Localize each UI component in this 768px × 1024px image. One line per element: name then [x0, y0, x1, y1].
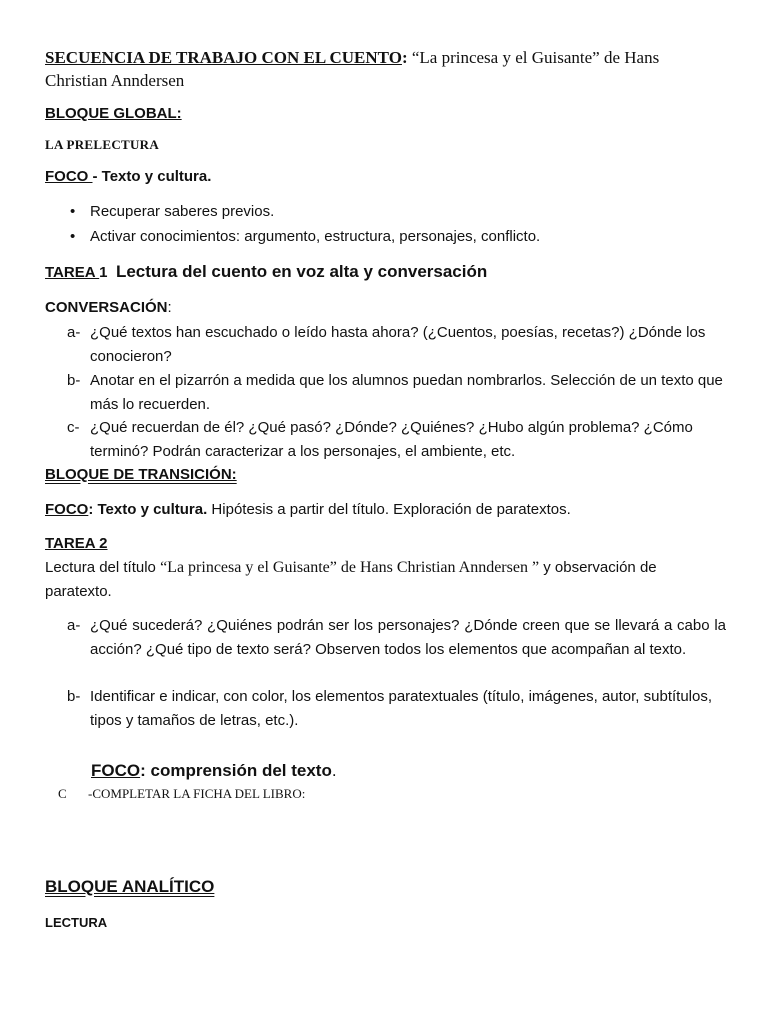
title-line-2: Christian Anndersen [45, 71, 185, 90]
bullet-item: Activar conocimientos: argumento, estructura, personajes, conflicto. [90, 228, 541, 245]
conversacion-label [45, 297, 172, 319]
foco-comprension [91, 760, 337, 782]
foco-comprension-period: . [331, 761, 337, 780]
list-item: ¿Qué textos han escuchado o leído hasta ahora? (¿Cuentos, poesías, recetas?) ¿Dónde los conocieron? [90, 324, 706, 365]
list-item: Identificar e indicar, con color, los elementos paratextuales (título, imágenes, autor, subtítulos, tipos y tamaños de letras, etc.). [90, 688, 713, 729]
list-letter: c- [67, 419, 80, 436]
list-letter: a- [67, 324, 81, 341]
list-letter: b- [67, 372, 81, 389]
foco-texto-cultura [45, 167, 211, 187]
bullet-icon: • [70, 203, 76, 220]
title-heading: SECUENCIA DE TRABAJO CON EL CUENTO [45, 48, 402, 67]
bloque-analitico-heading: BLOQUE ANALÍTICO [45, 877, 215, 896]
foco-label: FOCO [45, 168, 93, 185]
tarea-1-number: 1 [99, 264, 108, 281]
list-item: Anotar en el pizarrón a medida que los alumnos puedan nombrarlos. Selección de un texto que más lo recuerden. [90, 372, 723, 413]
conversacion-colon: : [167, 299, 172, 316]
foco-rest: - Texto y cultura. [92, 168, 212, 185]
title-rest: “La princesa y el Guisante” de Hans [407, 48, 660, 67]
bloque-transicion-heading: BLOQUE DE TRANSICIÓN: [45, 466, 237, 483]
prelectura-label: LA PRELECTURA [45, 137, 160, 152]
document-title [45, 47, 659, 69]
foco-transicion [45, 498, 571, 522]
list-item: ¿Qué recuerdan de él? ¿Qué pasó? ¿Dónde? ¿Quiénes? ¿Hubo algún problema? ¿Cómo terminó? Podrán caracterizar a los personajes, el ambiente, etc. [90, 419, 693, 460]
item-c-letter: C [58, 786, 67, 801]
item-c-text: -COMPLETAR LA FICHA DEL LIBRO: [88, 786, 306, 801]
lectura-label: LECTURA [45, 915, 108, 930]
bloque-global-heading: BLOQUE GLOBAL: [45, 105, 182, 122]
tarea-2-post: y observación de paratexto. [45, 559, 657, 600]
foco-transicion-bold: Texto y cultura. [93, 501, 208, 518]
list-letter: b- [67, 688, 81, 705]
tarea-2-pre: Lectura del título [45, 559, 161, 576]
list-item: ¿Qué sucederá? ¿Quiénes podrán ser los personajes? ¿Dónde creen que se llevará a cabo la acción? ¿Qué tipo de texto será? Observen todos los elementos que acompañan al texto. [90, 617, 726, 658]
bullet-icon: • [70, 228, 76, 245]
conversacion-text: CONVERSACIÓN [45, 299, 168, 316]
foco-transicion-rest: Hipótesis a partir del título. Exploración de paratextos. [207, 501, 571, 518]
foco-transicion-label: FOCO [45, 501, 89, 518]
tarea-2-heading: TAREA 2 [45, 535, 108, 552]
bullet-item: Recuperar saberes previos. [90, 203, 275, 220]
foco-transicion-colon: : [88, 501, 94, 518]
title-colon: : [401, 48, 408, 67]
foco-comprension-rest: : comprensión del texto [140, 761, 332, 780]
list-letter: a- [67, 617, 81, 634]
foco-comprension-label: FOCO [91, 761, 141, 780]
tarea-2-title: “La princesa y el Guisante” de Hans Christian Anndersen ” [160, 559, 540, 576]
tarea-2-description [45, 556, 725, 604]
tarea-1-heading [45, 260, 487, 285]
tarea-1-label: TAREA [45, 264, 100, 281]
tarea-1-title: Lectura del cuento en voz alta y conversación [115, 262, 488, 281]
